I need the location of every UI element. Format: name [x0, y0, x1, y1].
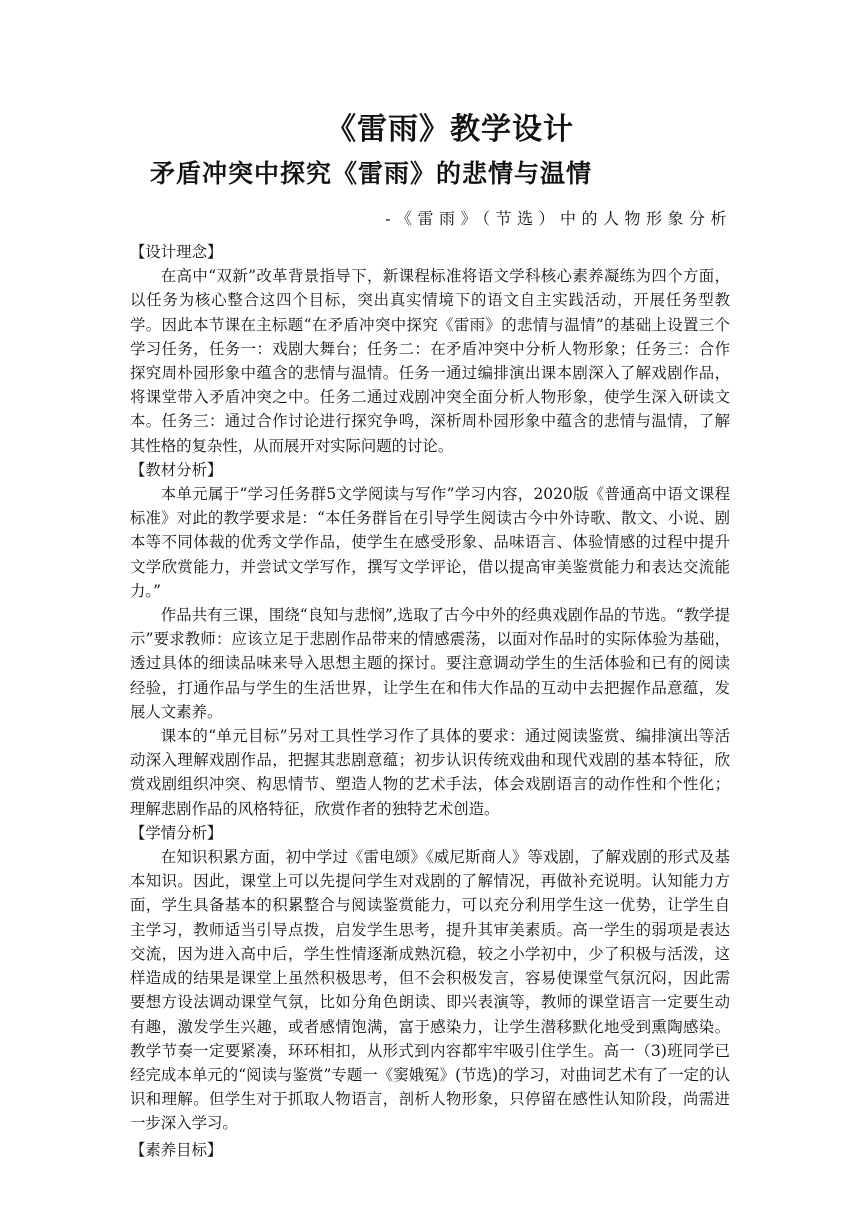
document-body	[130, 240, 730, 1162]
section-heading: 【素养目标】	[130, 1140, 223, 1159]
body-paragraph: 课本的“单元目标”另对工具性学习作了具体的要求：通过阅读鉴赏、编排演出等活动深入理解戏剧作品，把握其悲剧意蕴；初步认识传统戏曲和现代戏剧的基本特征，欣赏戏剧组织冲突、构思情节、塑造人物的艺术手法，体会戏剧语言的动作性和个性化；理解悲剧作品的风格特征，欣赏作者的独特艺术创造。	[130, 727, 730, 818]
document-subtitle: 矛盾冲突中探究《雷雨》的悲情与温情	[150, 159, 593, 188]
document-title: 《雷雨》教学设计	[326, 112, 574, 147]
body-paragraph: 本单元属于“学习任务群5文学阅读与写作”学习内容，2020版《普通高中语文课程标准》对此的教学要求是：“本任务群旨在引导学生阅读古今中外诗歌、散文、小说、剧本等不同体裁的优秀文学作品，使学生在感受形象、品味语言、体验情感的过程中提升文学欣赏能力，并尝试文学写作，撰写文学评论，借以提高审美鉴赏能力和表达交流能力。”	[130, 485, 730, 600]
body-paragraph: 作品共有三课，围绕“良知与悲悯”,选取了古今中外的经典戏剧作品的节选。“教学提示”要求教师：应该立足于悲剧作品带来的情感震荡，以面对作品时的实际体验为基础，透过具体的细读品味来导入思想主题的探讨。要注意调动学生的生活体验和已有的阅读经验，打通作品与学生的生活世界，让学生在和伟大作品的互动中去把握作品意蕴，发展人文素养。	[130, 606, 730, 721]
section-student-analysis	[130, 821, 730, 1136]
document-byline: -《雷雨》（节选）中的人物形象分析	[385, 209, 732, 228]
section-textbook-analysis	[130, 458, 730, 821]
section-heading: 【设计理念】	[130, 243, 223, 261]
section-literacy-goals	[130, 1138, 730, 1162]
section-heading: 【学情分析】	[130, 823, 223, 842]
section-heading: 【教材分析】	[130, 460, 223, 479]
body-paragraph: 在高中“双新”改革背景指导下，新课程标准将语文学科核心素养凝练为四个方面，以任务为核心整合这四个目标，突出真实情境下的语文自主实践活动，开展任务型教学。因此本节课在主标题“在矛盾冲突中探究《雷雨》的悲情与温情”的基础上设置三个学习任务，任务一：戏剧大舞台；任务二：在矛盾冲突中分析人物形象；任务三：合作探究周朴园形象中蕴含的悲情与温情。任务一通过编排演出课本剧深入了解戏剧作品，将课堂带入矛盾冲突之中。任务二通过戏剧冲突全面分析人物形象，使学生深入研读文本。任务三：通过合作讨论进行探究争鸣，深析周朴园形象中蕴含的悲情与温情，了解其性格的复杂性，从而展开对实际问题的讨论。	[130, 267, 730, 455]
body-paragraph: 在知识积累方面，初中学过《雷电颂》《威尼斯商人》等戏剧，了解戏剧的形式及基本知识。因此，课堂上可以先提问学生对戏剧的了解情况，再做补充说明。认知能力方面，学生具备基本的积累整合与阅读鉴赏能力，可以充分利用学生这一优势，让学生自主学习，教师适当引导点拨，启发学生思考，提升其审美素质。高一学生的弱项是表达交流，因为进入高中后，学生性情逐渐成熟沉稳，较之小学初中，少了积极与活泼，这样造成的结果是课堂上虽然积极思考，但不会积极发言，容易使课堂气氛沉闷，因此需要想方设法调动课堂气氛，比如分角色朗读、即兴表演等，教师的课堂语言一定要生动有趣，激发学生兴趣，或者感情饱满，富于感染力，让学生潜移默化地受到熏陶感染。教学节奏一定要紧凑，环环相扣，从形式到内容都牢牢吸引住学生。高一（3)班同学已经完成本单元的“阅读与鉴赏”专题一《窦娥冤》(节选)的学习，对曲词艺术有了一定的认识和理解。但学生对于抓取人物语言，剖析人物形象，只停留在感性认知阶段，尚需进一步深入学习。	[130, 848, 730, 1133]
section-design-concept	[130, 240, 730, 458]
